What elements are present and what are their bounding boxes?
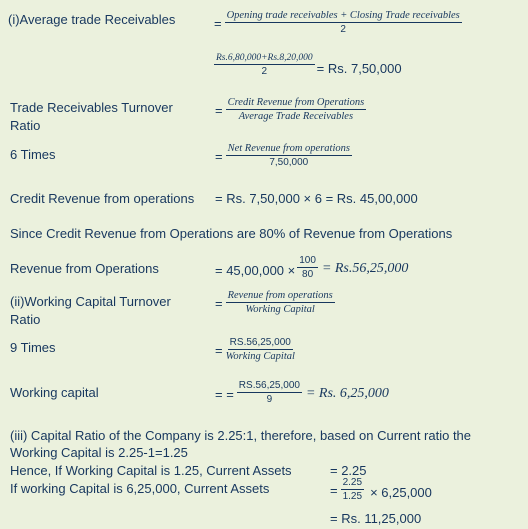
- revenue-multiplier: = 45,00,000 ×: [215, 263, 296, 278]
- calc-denominator: 2: [261, 66, 268, 77]
- working-capital-label: Working capital: [10, 385, 99, 400]
- credit-revenue-value: = Rs. 7,50,000 × 6 = Rs. 45,00,000: [215, 191, 418, 206]
- fraction-denominator: 9: [266, 394, 273, 405]
- formula-denominator: 2: [340, 24, 346, 35]
- fraction-numerator: 100: [299, 255, 316, 266]
- equals-sign: =: [330, 483, 338, 498]
- six-times-formula: [215, 143, 352, 168]
- working-capital-calc: [215, 380, 389, 405]
- avg-trade-receivables-calc: [214, 53, 402, 77]
- capital-ratio-line-4: If working Capital is 6,25,000, Current Assets: [10, 481, 270, 496]
- calc-result: = Rs. 7,50,000: [316, 61, 402, 76]
- fraction-denominator: 80: [302, 269, 314, 280]
- current-assets-multiplier: × 6,25,000: [370, 485, 432, 500]
- trade-receivables-turnover-label-1: Trade Receivables Turnover: [10, 100, 173, 115]
- nine-times-formula: [215, 337, 295, 362]
- trade-receivables-turnover-formula: [215, 97, 366, 122]
- formula-denominator: Average Trade Receivables: [238, 111, 354, 122]
- capital-ratio-line-3: Hence, If Working Capital is 1.25, Current Assets: [10, 463, 292, 478]
- formula-numerator: Net Revenue from operations: [227, 143, 350, 154]
- capital-ratio-line-1: (iii) Capital Ratio of the Company is 2.25:1, therefore, based on Current ratio the: [10, 428, 472, 443]
- formula-numerator: Revenue from operations: [227, 290, 333, 301]
- formula-numerator: Credit Revenue from Operations: [227, 97, 365, 108]
- fraction-numerator: RS.56,25,000: [238, 380, 300, 391]
- calc-numerator: Rs.6,80,000+Rs.8,20,000: [216, 53, 313, 63]
- credit-revenue-label: Credit Revenue from operations: [10, 191, 195, 206]
- double-equals: = =: [215, 387, 234, 402]
- working-capital-turnover-label-2: Ratio: [10, 312, 41, 327]
- working-capital-turnover-formula: [215, 290, 335, 315]
- since-statement: Since Credit Revenue from Operations are 80% of Revenue from Operations: [10, 226, 453, 241]
- current-assets-calc: [330, 477, 432, 502]
- equals-sign: =: [215, 343, 223, 358]
- formula-denominator: Working Capital: [225, 351, 295, 362]
- equals-sign: =: [215, 296, 223, 311]
- equals-sign: =: [215, 103, 223, 118]
- avg-trade-receivables-label: (i)Average trade Receivables: [8, 12, 176, 27]
- equals-sign: =: [214, 16, 222, 31]
- formula-denominator: Working Capital: [245, 304, 315, 315]
- revenue-from-operations-calc: [215, 255, 408, 280]
- current-assets-ratio-value: = 2.25: [330, 463, 367, 478]
- six-times-label: 6 Times: [10, 147, 56, 162]
- capital-ratio-line-2: Working Capital is 2.25-1=1.25: [10, 445, 188, 460]
- formula-numerator: RS.56,25,000: [229, 337, 291, 348]
- trade-receivables-turnover-label-2: Ratio: [10, 118, 41, 133]
- fraction-numerator: 2.25: [342, 477, 363, 488]
- working-capital-turnover-label-1: (ii)Working Capital Turnover: [10, 294, 171, 309]
- formula-numerator: Opening trade receivables + Closing Trade receivables: [226, 10, 460, 21]
- avg-trade-receivables-formula: [214, 10, 462, 35]
- working-capital-result: = Rs. 6,25,000: [305, 386, 389, 401]
- formula-denominator: 7,50,000: [269, 157, 309, 168]
- revenue-result: = Rs.56,25,000: [321, 261, 409, 276]
- current-assets-result: = Rs. 11,25,000: [330, 511, 422, 526]
- revenue-from-operations-label: Revenue from Operations: [10, 261, 159, 276]
- fraction-denominator: 1.25: [342, 491, 363, 502]
- nine-times-label: 9 Times: [10, 340, 56, 355]
- equals-sign: =: [215, 149, 223, 164]
